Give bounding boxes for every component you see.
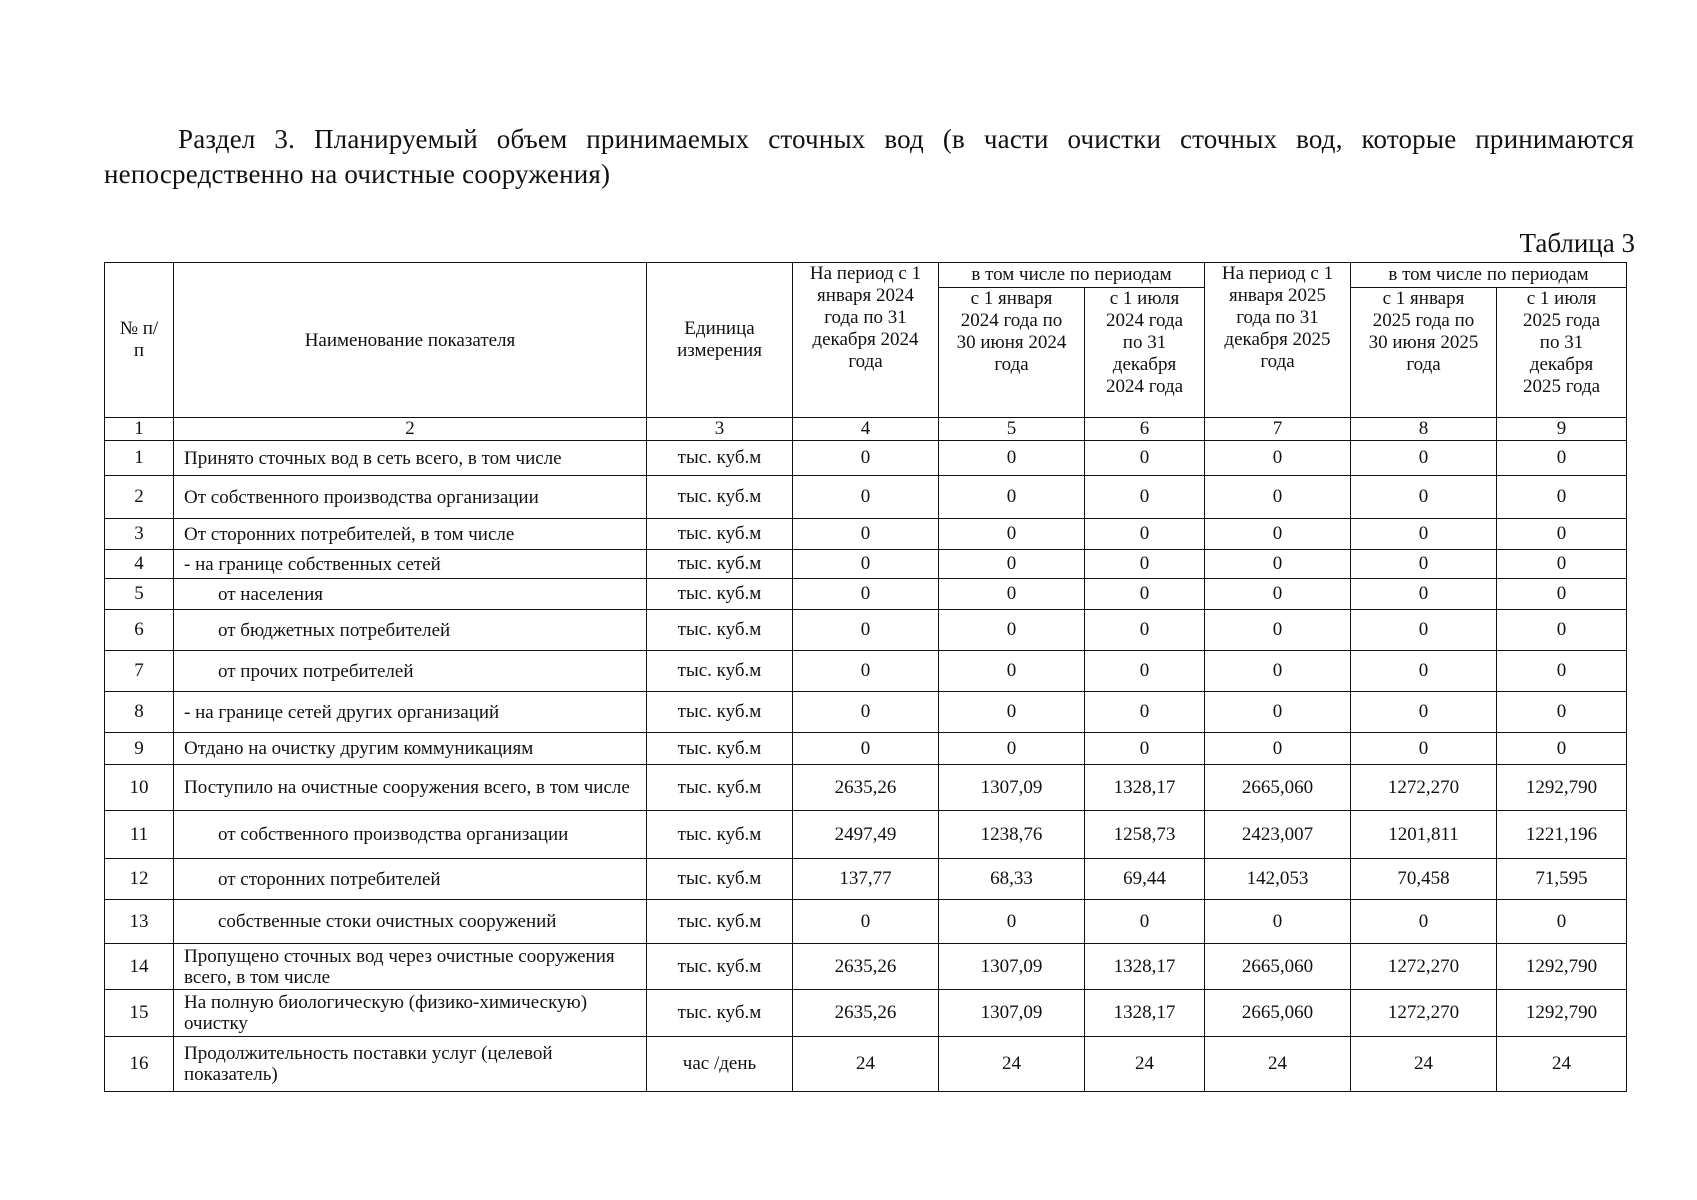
value-cell: 2635,26 [793, 990, 939, 1037]
value-cell: 1238,76 [939, 811, 1085, 859]
value-cell: 0 [1085, 550, 1205, 579]
value-cell: 0 [793, 441, 939, 476]
indicator-name: От собственного производства организации [174, 476, 647, 519]
value-cell: 0 [1497, 519, 1627, 550]
header-h2-2024: с 1 июля 2024 года по 31 декабря 2024 года [1085, 288, 1205, 418]
table-row [105, 900, 1627, 944]
value-cell: 0 [1085, 441, 1205, 476]
value-cell: 0 [1205, 610, 1351, 651]
table-row [105, 859, 1627, 900]
header-name: Наименование показателя [174, 263, 647, 418]
unit-cell: тыс. куб.м [647, 990, 793, 1037]
indicator-name: От сторонних потребителей, в том числе [174, 519, 647, 550]
indicator-name: от собственного производства организации [174, 811, 647, 859]
header-num: № п/п [105, 263, 174, 418]
table-row [105, 692, 1627, 733]
value-cell: 2665,060 [1205, 765, 1351, 811]
value-cell: 0 [1205, 692, 1351, 733]
value-cell: 0 [939, 476, 1085, 519]
value-cell: 0 [1351, 579, 1497, 610]
value-cell: 0 [1085, 651, 1205, 692]
unit-cell: тыс. куб.м [647, 579, 793, 610]
header-period-2025: На период с 1 января 2025 года по 31 декабря 2025 года [1205, 263, 1351, 418]
unit-cell: тыс. куб.м [647, 692, 793, 733]
value-cell: 1328,17 [1085, 765, 1205, 811]
table-row [105, 765, 1627, 811]
value-cell: 0 [1085, 519, 1205, 550]
value-cell: 0 [793, 900, 939, 944]
value-cell: 2635,26 [793, 944, 939, 990]
column-number: 7 [1205, 418, 1351, 441]
table-row [105, 550, 1627, 579]
column-number: 3 [647, 418, 793, 441]
row-number: 3 [105, 519, 174, 550]
value-cell: 142,053 [1205, 859, 1351, 900]
indicator-name: собственные стоки очистных сооружений [174, 900, 647, 944]
indicator-name: Поступило на очистные сооружения всего, в том числе [174, 765, 647, 811]
value-cell: 0 [939, 692, 1085, 733]
value-cell: 0 [793, 476, 939, 519]
indicator-name: от бюджетных потребителей [174, 610, 647, 651]
value-cell: 0 [1351, 441, 1497, 476]
value-cell: 0 [939, 550, 1085, 579]
value-cell: 0 [793, 579, 939, 610]
header-period-2024: На период с 1 января 2024 года по 31 декабря 2024 года [793, 263, 939, 418]
value-cell: 137,77 [793, 859, 939, 900]
row-number: 10 [105, 765, 174, 811]
value-cell: 24 [939, 1037, 1085, 1092]
value-cell: 0 [1351, 692, 1497, 733]
value-cell: 0 [1085, 610, 1205, 651]
header-h1-2024: с 1 января 2024 года по 30 июня 2024 года [939, 288, 1085, 418]
value-cell: 2423,007 [1205, 811, 1351, 859]
table-row [105, 476, 1627, 519]
indicator-name: от населения [174, 579, 647, 610]
indicator-name: - на границе сетей других организаций [174, 692, 647, 733]
indicator-name: Продолжительность поставки услуг (целевой показатель) [174, 1037, 647, 1092]
value-cell: 0 [1497, 476, 1627, 519]
value-cell: 70,458 [1351, 859, 1497, 900]
value-cell: 1307,09 [939, 944, 1085, 990]
indicator-name: На полную биологическую (физико-химическую) очистку [174, 990, 647, 1037]
value-cell: 2497,49 [793, 811, 939, 859]
header-subperiods-2025: в том числе по периодам [1351, 263, 1627, 288]
column-number: 5 [939, 418, 1085, 441]
table-row [105, 733, 1627, 765]
value-cell: 0 [1085, 733, 1205, 765]
value-cell: 0 [939, 579, 1085, 610]
value-cell: 0 [793, 733, 939, 765]
row-number: 6 [105, 610, 174, 651]
column-number: 9 [1497, 418, 1627, 441]
row-number: 7 [105, 651, 174, 692]
value-cell: 0 [1205, 550, 1351, 579]
table-row [105, 441, 1627, 476]
header-h1-2025: с 1 января 2025 года по 30 июня 2025 года [1351, 288, 1497, 418]
value-cell: 0 [1085, 692, 1205, 733]
value-cell: 1292,790 [1497, 944, 1627, 990]
value-cell: 0 [1205, 519, 1351, 550]
unit-cell: тыс. куб.м [647, 900, 793, 944]
row-number: 14 [105, 944, 174, 990]
value-cell: 2665,060 [1205, 990, 1351, 1037]
value-cell: 0 [1351, 476, 1497, 519]
row-number: 8 [105, 692, 174, 733]
indicator-name: - на границе собственных сетей [174, 550, 647, 579]
value-cell: 24 [1085, 1037, 1205, 1092]
column-number: 4 [793, 418, 939, 441]
unit-cell: тыс. куб.м [647, 610, 793, 651]
value-cell: 2665,060 [1205, 944, 1351, 990]
row-number: 15 [105, 990, 174, 1037]
row-number: 2 [105, 476, 174, 519]
value-cell: 71,595 [1497, 859, 1627, 900]
value-cell: 24 [793, 1037, 939, 1092]
table-row [105, 651, 1627, 692]
value-cell: 0 [939, 651, 1085, 692]
value-cell: 0 [939, 519, 1085, 550]
value-cell: 0 [939, 900, 1085, 944]
data-table [104, 262, 1627, 1092]
value-cell: 24 [1205, 1037, 1351, 1092]
value-cell: 0 [1205, 579, 1351, 610]
column-number: 1 [105, 418, 174, 441]
value-cell: 0 [939, 733, 1085, 765]
value-cell: 0 [1085, 579, 1205, 610]
value-cell: 2635,26 [793, 765, 939, 811]
value-cell: 0 [1497, 692, 1627, 733]
value-cell: 0 [1497, 579, 1627, 610]
header-subperiods-2024: в том числе по периодам [939, 263, 1205, 288]
value-cell: 0 [939, 610, 1085, 651]
value-cell: 0 [1351, 900, 1497, 944]
value-cell: 0 [1497, 733, 1627, 765]
unit-cell: тыс. куб.м [647, 476, 793, 519]
value-cell: 0 [1205, 733, 1351, 765]
value-cell: 1258,73 [1085, 811, 1205, 859]
value-cell: 0 [1085, 900, 1205, 944]
row-number: 16 [105, 1037, 174, 1092]
value-cell: 1307,09 [939, 990, 1085, 1037]
value-cell: 1221,196 [1497, 811, 1627, 859]
table-label: Таблица 3 [1519, 228, 1635, 258]
table-row [105, 610, 1627, 651]
indicator-name: от прочих потребителей [174, 651, 647, 692]
value-cell: 1272,270 [1351, 765, 1497, 811]
table-row [105, 811, 1627, 859]
header-h2-2025: с 1 июля 2025 года по 31 декабря 2025 года [1497, 288, 1627, 418]
row-number: 11 [105, 811, 174, 859]
row-number: 5 [105, 579, 174, 610]
table-row [105, 990, 1627, 1037]
table-row [105, 1037, 1627, 1092]
table-row [105, 519, 1627, 550]
value-cell: 1272,270 [1351, 944, 1497, 990]
indicator-name: от сторонних потребителей [174, 859, 647, 900]
value-cell: 0 [1351, 550, 1497, 579]
value-cell: 0 [1205, 651, 1351, 692]
indicator-name: Отдано на очистку другим коммуникациям [174, 733, 647, 765]
value-cell: 0 [1205, 476, 1351, 519]
header-unit: Единица измерения [647, 263, 793, 418]
unit-cell: тыс. куб.м [647, 944, 793, 990]
value-cell: 69,44 [1085, 859, 1205, 900]
indicator-name: Пропущено сточных вод через очистные сооружения всего, в том числе [174, 944, 647, 990]
value-cell: 1328,17 [1085, 990, 1205, 1037]
column-number: 2 [174, 418, 647, 441]
section-heading: Раздел 3. Планируемый объем принимаемых сточных вод (в части очистки сточных вод, которые принимаются непосредственно на очистные сооружения) [104, 124, 1634, 189]
table-row [105, 944, 1627, 990]
value-cell: 1201,811 [1351, 811, 1497, 859]
unit-cell: тыс. куб.м [647, 811, 793, 859]
unit-cell: тыс. куб.м [647, 733, 793, 765]
value-cell: 0 [1497, 900, 1627, 944]
value-cell: 0 [1497, 441, 1627, 476]
table-body [105, 441, 1627, 1092]
value-cell: 1272,270 [1351, 990, 1497, 1037]
table-row [105, 579, 1627, 610]
unit-cell: тыс. куб.м [647, 550, 793, 579]
row-number: 12 [105, 859, 174, 900]
table-header [105, 263, 1627, 441]
value-cell: 0 [1497, 651, 1627, 692]
value-cell: 0 [1351, 733, 1497, 765]
value-cell: 0 [1351, 610, 1497, 651]
row-number: 13 [105, 900, 174, 944]
unit-cell: час /день [647, 1037, 793, 1092]
value-cell: 1307,09 [939, 765, 1085, 811]
value-cell: 0 [793, 550, 939, 579]
column-number: 8 [1351, 418, 1497, 441]
unit-cell: тыс. куб.м [647, 519, 793, 550]
row-number: 4 [105, 550, 174, 579]
value-cell: 0 [1351, 651, 1497, 692]
value-cell: 1292,790 [1497, 765, 1627, 811]
value-cell: 0 [793, 692, 939, 733]
value-cell: 24 [1351, 1037, 1497, 1092]
value-cell: 0 [1085, 476, 1205, 519]
value-cell: 24 [1497, 1037, 1627, 1092]
unit-cell: тыс. куб.м [647, 651, 793, 692]
unit-cell: тыс. куб.м [647, 765, 793, 811]
value-cell: 0 [793, 651, 939, 692]
indicator-name: Принято сточных вод в сеть всего, в том числе [174, 441, 647, 476]
value-cell: 0 [1351, 519, 1497, 550]
value-cell: 0 [939, 441, 1085, 476]
unit-cell: тыс. куб.м [647, 441, 793, 476]
value-cell: 0 [1205, 900, 1351, 944]
value-cell: 0 [1497, 550, 1627, 579]
value-cell: 0 [1497, 610, 1627, 651]
value-cell: 0 [1205, 441, 1351, 476]
unit-cell: тыс. куб.м [647, 859, 793, 900]
column-number: 6 [1085, 418, 1205, 441]
value-cell: 0 [793, 519, 939, 550]
row-number: 1 [105, 441, 174, 476]
value-cell: 68,33 [939, 859, 1085, 900]
value-cell: 1292,790 [1497, 990, 1627, 1037]
row-number: 9 [105, 733, 174, 765]
value-cell: 1328,17 [1085, 944, 1205, 990]
column-number-row [105, 418, 1627, 441]
value-cell: 0 [793, 610, 939, 651]
